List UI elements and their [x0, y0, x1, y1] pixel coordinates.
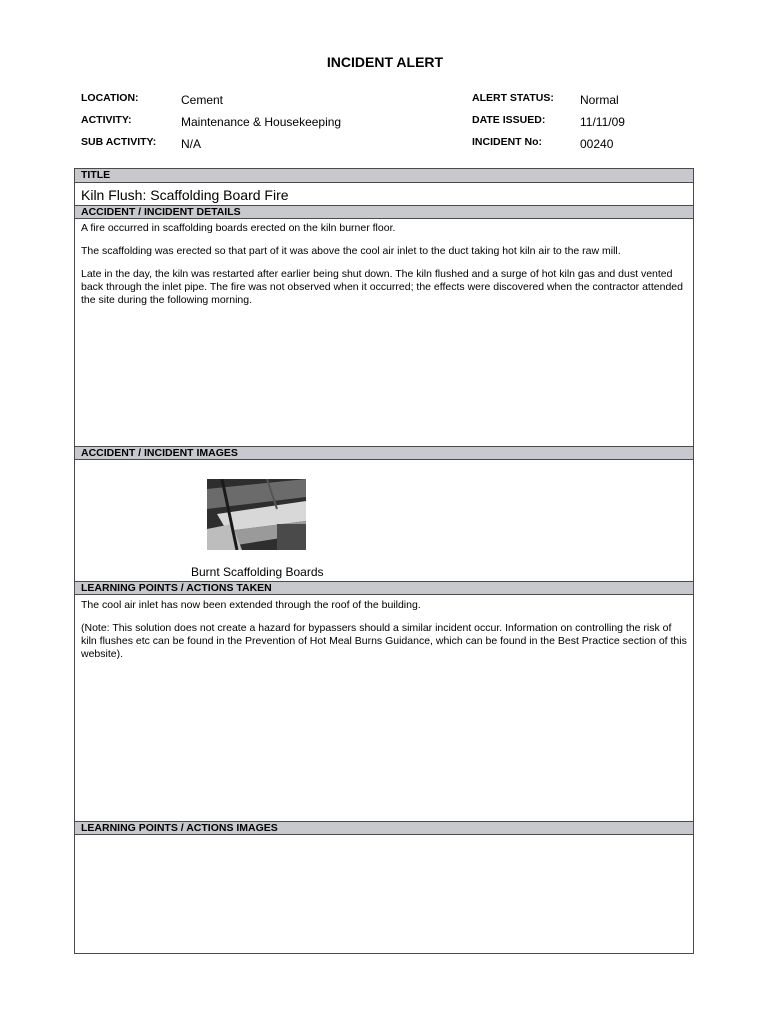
details-header: ACCIDENT / INCIDENT DETAILS	[75, 205, 693, 219]
alert-status-value: Normal	[580, 93, 619, 107]
sub-activity-label: SUB ACTIVITY:	[81, 136, 157, 148]
incident-form	[74, 168, 694, 954]
incident-no-label: INCIDENT No:	[472, 136, 542, 148]
location-label: LOCATION:	[81, 92, 139, 104]
sub-activity-value: N/A	[181, 137, 202, 151]
learning-paragraph: (Note: This solution does not create a hazard for bypassers should a similar incident occur. Information on controlling the risk of kiln flushes etc can be found in the Prevention of Hot Meal Burns Guidance, which can be found in the Best Practice section of this website).	[81, 622, 687, 660]
location-value: Cement	[181, 93, 224, 107]
details-paragraph: Late in the day, the kiln was restarted after earlier being shut down. The kiln flushed and a surge of hot kiln gas and dust vented back through the inlet pipe. The fire was not observed when it occurred; the effects were discovered when the contractor attended the site during the following morning.	[81, 268, 683, 306]
details-paragraph: The scaffolding was erected so that part of it was above the cool air inlet to the duct taking hot kiln air to the raw mill.	[81, 245, 621, 257]
images-header: ACCIDENT / INCIDENT IMAGES	[75, 446, 693, 460]
incident-no-value: 00240	[580, 137, 614, 151]
details-paragraph: A fire occurred in scaffolding boards erected on the kiln burner floor.	[81, 222, 396, 234]
date-issued-label: DATE ISSUED:	[472, 114, 546, 126]
learning-header: LEARNING POINTS / ACTIONS TAKEN	[75, 581, 693, 595]
document-title: INCIDENT ALERT	[326, 54, 444, 70]
burnt-scaffolding-photo	[207, 479, 306, 550]
learning-body	[81, 599, 687, 671]
learning-paragraph: The cool air inlet has now been extended through the roof of the building.	[81, 599, 421, 611]
activity-value: Maintenance & Housekeeping	[181, 115, 342, 129]
image-caption: Burnt Scaffolding Boards	[191, 565, 324, 579]
details-body	[81, 222, 687, 317]
learning-images-header: LEARNING POINTS / ACTIONS IMAGES	[75, 821, 693, 835]
incident-title: Kiln Flush: Scaffolding Board Fire	[81, 187, 289, 203]
activity-label: ACTIVITY:	[81, 114, 132, 126]
alert-status-label: ALERT STATUS:	[472, 92, 554, 104]
title-header: TITLE	[75, 169, 693, 183]
date-issued-value: 11/11/09	[580, 115, 625, 129]
